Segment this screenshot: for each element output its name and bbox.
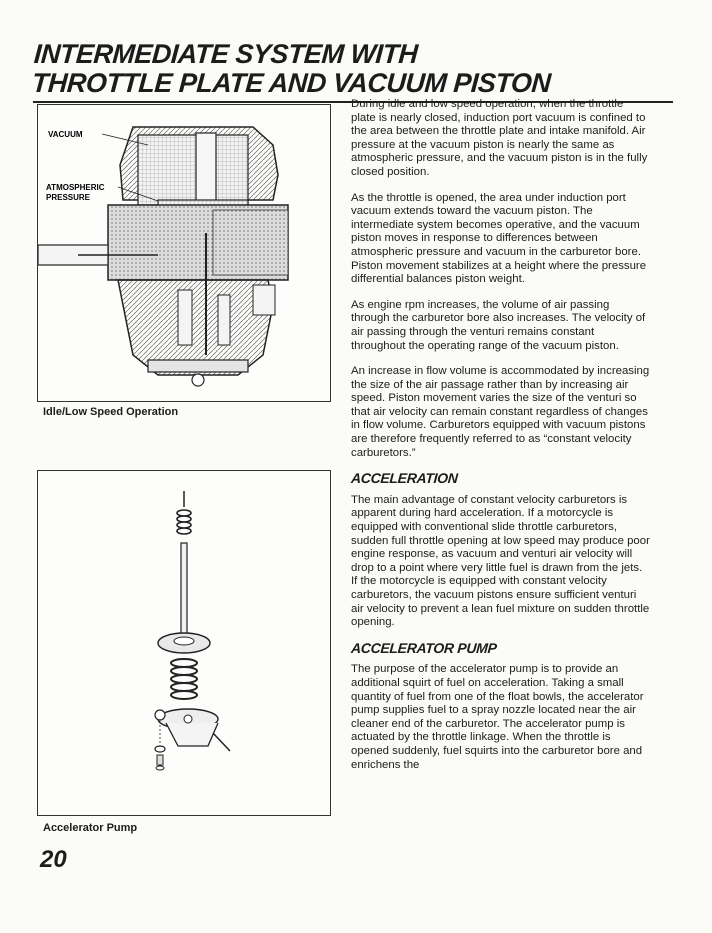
label-atmospheric: ATMOSPHERIC [46,183,105,192]
figure-2-caption: Accelerator Pump [43,822,138,834]
paragraph-acceleration: The main advantage of constant velocity carburetors is apparent during hard acceleration. If a motorcycle is equipped with conventional slide throttle carburetors, sudden full throttle opening at low speed may produce poor engine response, as vacuum and venturi air velocity will drop to a point where very little fuel is drawn from the jets. If the motorcycle is equipped with constant velocity carburetors, the vacuum pistons ensure sufficient venturi air velocity to prevent a lean fuel mixture on sudden throttle opening. [351,493,650,629]
body-text-column [351,98,651,784]
title-line-2: THROTTLE PLATE AND VACUUM PISTON [30,68,552,98]
carburetor-cross-section-illustration [38,105,330,401]
paragraph-idle: During idle and low speed operation, when the throttle plate is nearly closed, induction port vacuum is confined to the area between the throttle plate and intake manifold. Air pressure at the vacuum piston is nearly the same as atmospheric pressure, and the vacuum piston is in the fully closed position. [351,98,648,178]
paragraph-flow-volume: An increase in flow volume is accommodated by increasing the size of the air passage rather than by increasing air speed. Piston movement varies the size of the venturi so that air velocity can remain constant regardless of changes in flow volume. Carburetors equipped with vacuum pistons are therefore frequently referred to as “constant velocity carburetors.” [351,365,650,459]
paragraph-rpm-increase: As engine rpm increases, the volume of air passing through the carburetor bore also increases. The velocity of air passing through the venturi remains constant throughout the operating range of the vacuum piston. [351,298,646,352]
page-title [31,40,675,98]
accelerator-pump-figure [37,470,331,816]
page-number: 20 [40,846,67,873]
heading-accelerator-pump: ACCELERATOR PUMP [350,639,498,656]
carburetor-cross-section-figure [37,104,331,402]
label-pressure: PRESSURE [46,193,91,202]
label-vacuum: VACUUM [48,130,83,139]
paragraph-accelerator-pump: The purpose of the accelerator pump is to provide an additional squirt of fuel on acceleration. Taking a small quantity of fuel from one of the float bowls, the accelerator pump supplies fuel to a spray nozzle located near the air cleaner end of the carburetor. The accelerator pump is actuated by the throttle linkage. When the throttle is opened suddenly, fuel squirts into the carburetor bore and enrichens the [351,663,644,771]
accelerator-pump-illustration [38,471,330,815]
figure-1-caption: Idle/Low Speed Operation [43,406,179,418]
title-line-1: INTERMEDIATE SYSTEM WITH [33,39,419,69]
heading-acceleration: ACCELERATION [350,470,459,487]
paragraph-throttle-opened: As the throttle is opened, the area under induction port vacuum extends toward the vacuum piston. The intermediate system becomes operative, and the vacuum piston moves in response to differences between atmospheric pressure and vacuum in the carburetor bore. Piston movement stabilizes at a height where the pressure differential balances piston weight. [351,191,647,286]
